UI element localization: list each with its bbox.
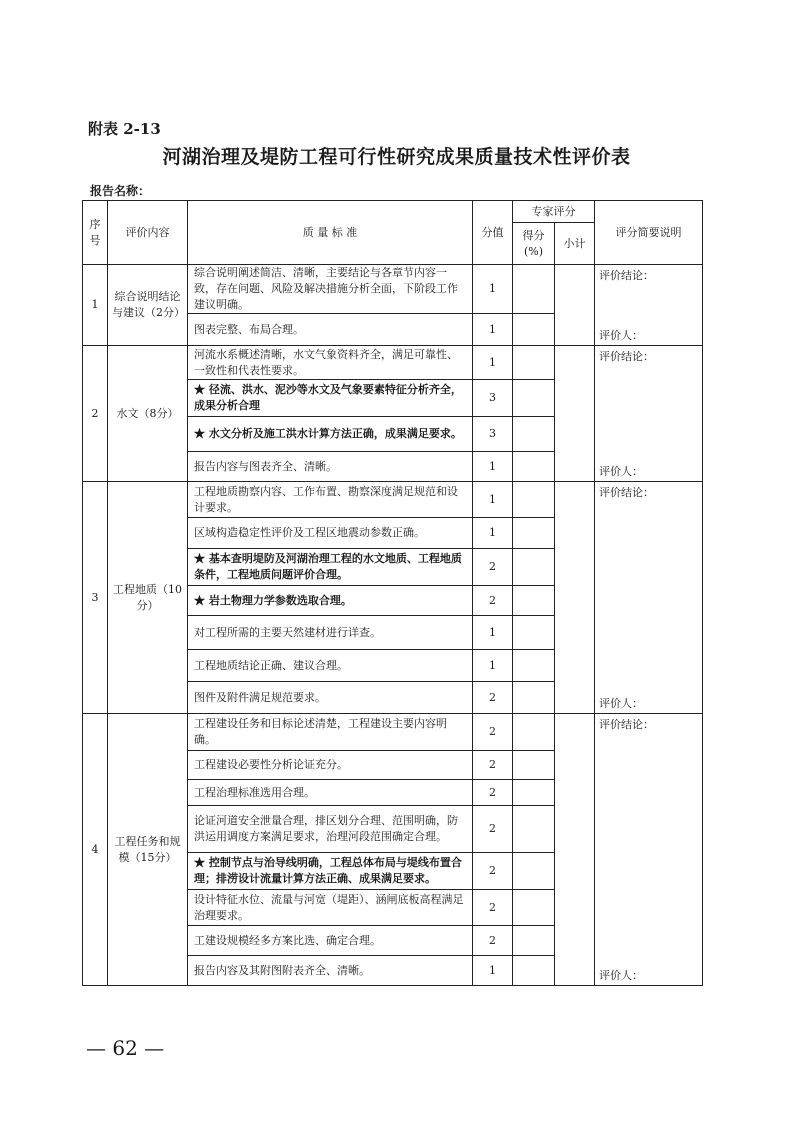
note-cell[interactable] [595, 346, 703, 482]
got-score-cell[interactable] [513, 518, 555, 549]
got-score-cell[interactable] [513, 586, 555, 616]
quality-standard: 工程建设必要性分析论证充分。 [188, 751, 473, 780]
quality-standard: ★ 径流、洪水、泥沙等水文及气象要素特征分析齐全，成果分析合理 [188, 380, 473, 417]
score-value: 1 [473, 346, 513, 380]
quality-standard: 综合说明阐述简洁、清晰，主要结论与各章节内容一致，存在问题、风险及解决措施分析全面，下阶段工作建议明确。 [188, 265, 473, 314]
quality-standard: 图件及附件满足规范要求。 [188, 682, 473, 714]
header-expert-score: 专家评分 [513, 201, 595, 223]
score-value: 1 [473, 616, 513, 650]
subtotal-cell[interactable] [555, 265, 595, 346]
table-body [83, 265, 703, 986]
quality-standard: 工程治理标准选用合理。 [188, 780, 473, 806]
evaluator-label: 评价人： [599, 969, 643, 982]
report-name-label: 报告名称： [90, 184, 151, 198]
header-standard: 质 量 标 准 [188, 201, 473, 265]
section-name: 工程地质（10分） [108, 482, 188, 714]
quality-standard: 工程建设任务和目标论述清楚，工程建设主要内容明确。 [188, 714, 473, 751]
note-cell[interactable] [595, 265, 703, 346]
quality-standard: 报告内容及其附图附表齐全、清晰。 [188, 956, 473, 986]
section-name: 综合说明结论与建议（2分） [108, 265, 188, 346]
got-score-cell[interactable] [513, 265, 555, 314]
subtotal-cell[interactable] [555, 714, 595, 986]
score-value: 3 [473, 417, 513, 452]
score-value: 2 [473, 586, 513, 616]
quality-standard: 区域构造稳定性评价及工程区地震动参数正确。 [188, 518, 473, 549]
got-score-cell[interactable] [513, 417, 555, 452]
quality-standard: ★ 控制节点与治导线明确，工程总体布局与堤线布置合理；排涝设计流量计算方法正确、成果满足要求。 [188, 853, 473, 890]
header-item: 评价内容 [108, 201, 188, 265]
quality-standard: 报告内容与图表齐全、清晰。 [188, 452, 473, 482]
appendix-label: 附表 2-13 [88, 120, 161, 138]
quality-standard: 工程地质结论正确、建议合理。 [188, 650, 473, 682]
evaluator-label: 评价人： [599, 465, 643, 478]
quality-standard: 论证河道安全泄量合理，排区划分合理、范围明确，防洪运用调度方案满足要求，治理河段范围确定合理。 [188, 806, 473, 853]
got-score-cell[interactable] [513, 616, 555, 650]
got-score-cell[interactable] [513, 926, 555, 956]
score-value: 2 [473, 806, 513, 853]
got-score-cell[interactable] [513, 452, 555, 482]
got-score-cell[interactable] [513, 346, 555, 380]
header-score: 分值 [473, 201, 513, 265]
table-row [83, 714, 703, 751]
subtotal-cell[interactable] [555, 346, 595, 482]
table-row [83, 265, 703, 314]
note-cell[interactable] [595, 714, 703, 986]
score-value: 2 [473, 890, 513, 926]
evaluator-label: 评价人： [599, 329, 643, 342]
score-value: 1 [473, 314, 513, 346]
got-score-cell[interactable] [513, 650, 555, 682]
conclusion-label: 评价结论： [599, 350, 654, 363]
score-value: 1 [473, 518, 513, 549]
got-score-cell[interactable] [513, 780, 555, 806]
score-value: 3 [473, 380, 513, 417]
score-value: 1 [473, 482, 513, 518]
score-value: 1 [473, 650, 513, 682]
quality-standard: 工程地质勘察内容、工作布置、勘察深度满足规范和设计要求。 [188, 482, 473, 518]
header-got-score: 得分(%) [513, 223, 555, 265]
score-value: 2 [473, 714, 513, 751]
quality-standard: 图表完整、布局合理。 [188, 314, 473, 346]
note-cell[interactable] [595, 482, 703, 714]
page-number: — 62 — [86, 1036, 165, 1060]
got-score-cell[interactable] [513, 482, 555, 518]
table-row [83, 482, 703, 518]
got-score-cell[interactable] [513, 806, 555, 853]
quality-standard: 工建设规模经多方案比选、确定合理。 [188, 926, 473, 956]
quality-standard: 设计特征水位、流量与河宽（堤距）、涵闸底板高程满足治理要求。 [188, 890, 473, 926]
score-value: 1 [473, 265, 513, 314]
quality-standard: 河流水系概述清晰，水文气象资料齐全，满足可靠性、一致性和代表性要求。 [188, 346, 473, 380]
score-value: 2 [473, 853, 513, 890]
score-value: 1 [473, 956, 513, 986]
conclusion-label: 评价结论： [599, 718, 654, 731]
section-name: 水文（8分） [108, 346, 188, 482]
header-note: 评分简要说明 [595, 201, 703, 265]
got-score-cell[interactable] [513, 380, 555, 417]
quality-standard: ★ 水文分析及施工洪水计算方法正确，成果满足要求。 [188, 417, 473, 452]
header-subtotal: 小计 [555, 223, 595, 265]
subtotal-cell[interactable] [555, 482, 595, 714]
got-score-cell[interactable] [513, 751, 555, 780]
got-score-cell[interactable] [513, 853, 555, 890]
quality-standard: ★ 基本查明堤防及河湖治理工程的水文地质、工程地质条件，工程地质问题评价合理。 [188, 549, 473, 586]
conclusion-label: 评价结论： [599, 269, 654, 282]
section-number: 3 [83, 482, 108, 714]
got-score-cell[interactable] [513, 682, 555, 714]
score-value: 2 [473, 682, 513, 714]
got-score-cell[interactable] [513, 714, 555, 751]
section-number: 4 [83, 714, 108, 986]
score-value: 1 [473, 452, 513, 482]
table-row [83, 346, 703, 380]
score-value: 2 [473, 926, 513, 956]
got-score-cell[interactable] [513, 890, 555, 926]
score-value: 2 [473, 780, 513, 806]
score-value: 2 [473, 751, 513, 780]
section-number: 2 [83, 346, 108, 482]
got-score-cell[interactable] [513, 314, 555, 346]
section-number: 1 [83, 265, 108, 346]
got-score-cell[interactable] [513, 956, 555, 986]
quality-standard: ★ 岩土物理力学参数选取合理。 [188, 586, 473, 616]
header-seq: 序号 [83, 201, 108, 265]
conclusion-label: 评价结论： [599, 486, 654, 499]
quality-standard: 对工程所需的主要天然建材进行详查。 [188, 616, 473, 650]
evaluation-table [82, 200, 703, 986]
section-name: 工程任务和规模（15分） [108, 714, 188, 986]
document-title: 河湖治理及堤防工程可行性研究成果质量技术性评价表 [162, 146, 631, 168]
evaluator-label: 评价人： [599, 697, 643, 710]
got-score-cell[interactable] [513, 549, 555, 586]
score-value: 2 [473, 549, 513, 586]
